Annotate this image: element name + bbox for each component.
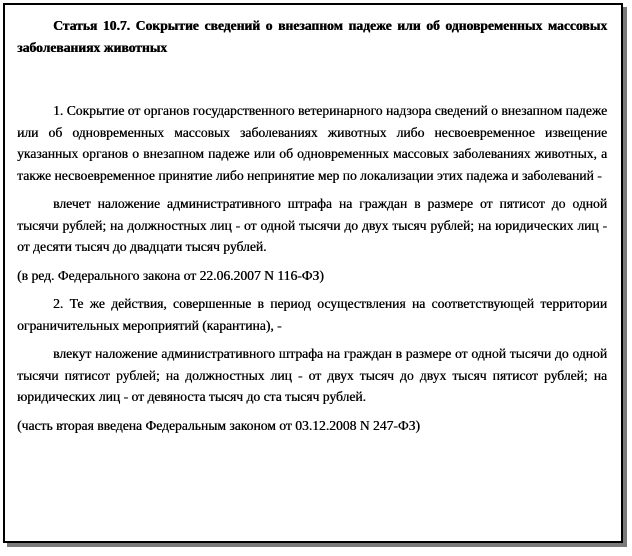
article-title: Статья 10.7. Сокрытие сведений о внезапном падеже или об одновременных массовых заболеваниях животных [17,18,607,55]
amendment-note-2: (часть вторая введена Федеральным законом от 03.12.2008 N 247-ФЗ) [17,417,420,433]
paragraph-penalty-1: влечет наложение административного штрафа на граждан в размере от пятисот до одной тысячи рублей; на должностных лиц - от одной тысячи до двух тысяч рублей; на юридических лиц - от десяти тысяч до двадцати тысяч рублей. [17,196,607,254]
article-text-box [3,3,623,543]
amendment-note-1: (в ред. Федерального закона от 22.06.2007 N 116-ФЗ) [17,267,324,283]
paragraph-part-2: 2. Те же действия, совершенные в период осуществления на соответствующей территории ограничительных мероприятий (карантина), - [17,296,607,333]
paragraph-part-1: 1. Сокрытие от органов государственного ветеринарного надзора сведений о внезапном падеже или об одновременных массовых заболеваниях животных либо несвоевременное извещение указанных органов о внезапном падеже или об одновременных массовых заболеваниях животных, а также несвоевременное принятие либо непринятие мер по локализации этих падежа и заболеваний - [17,103,607,183]
paragraph-penalty-2: влекут наложение административного штрафа на граждан в размере от одной тысячи до одной тысячи пятисот рублей; на должностных лиц - от двух тысяч до двух тысяч пятисот рублей; на юридических лиц - от девяноста тысяч до ста тысяч рублей. [17,346,607,404]
title-spacer [17,58,607,100]
